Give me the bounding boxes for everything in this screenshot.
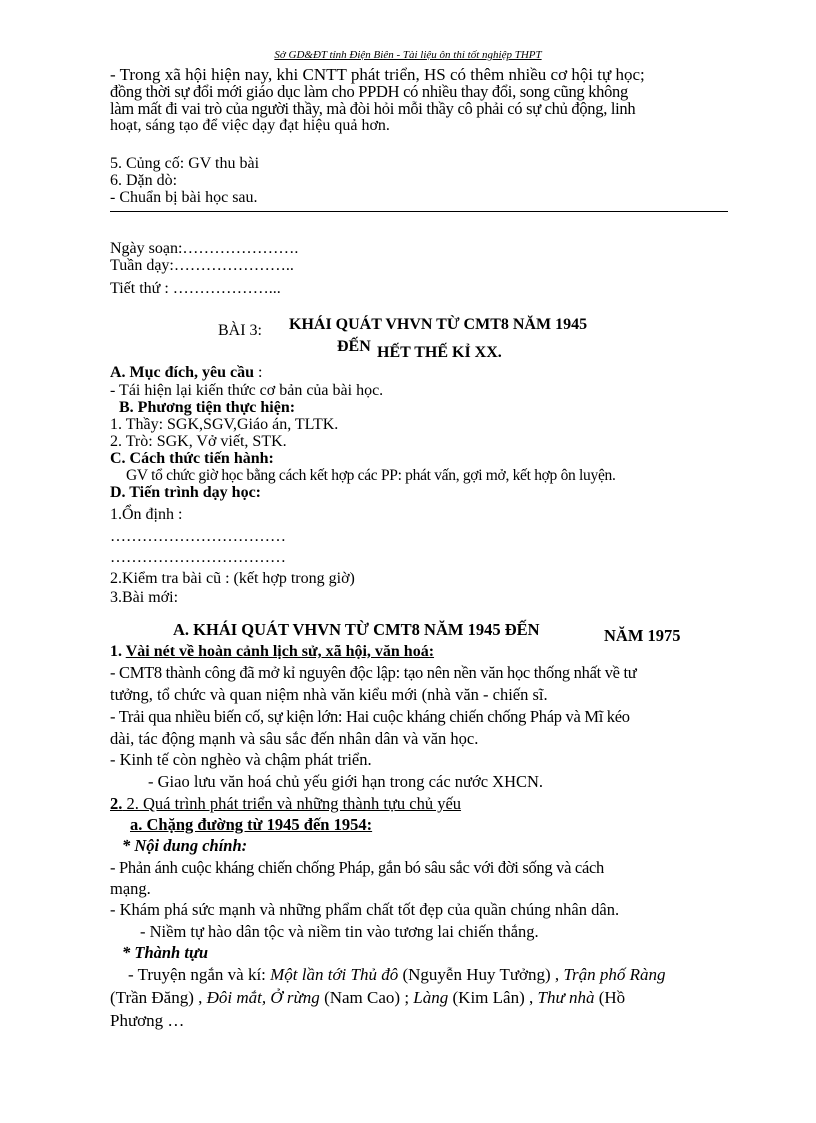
wrapup-consolidate: 5. Củng cố: GV thu bài bbox=[110, 155, 260, 172]
step-dots-2: …………………………… bbox=[110, 549, 286, 566]
work-author-4: (Kim Lân) , bbox=[448, 988, 538, 1007]
p1-line-3: - Trải qua nhiều biến cố, sự kiện lớn: Hai cuộc kháng chiến chống Pháp và Mĩ kéo bbox=[110, 707, 630, 726]
step-new-lesson: 3.Bài mới: bbox=[110, 589, 179, 606]
p2-achieve-line-3: Phương … bbox=[110, 1011, 185, 1030]
period-number: Tiết thứ : ………………... bbox=[110, 280, 281, 297]
p2-content-3: - Khám phá sức mạnh và những phẩm chất tốt đẹp của quần chúng nhân dân. bbox=[110, 900, 620, 919]
intro-line-4: hoạt, sáng tạo để việc dạy đạt hiệu quả hơn. bbox=[110, 117, 390, 134]
work-author-2: (Trần Đăng) , bbox=[110, 988, 207, 1007]
p1-line-6: - Giao lưu văn hoá chủ yếu giới hạn trong các nước XHCN. bbox=[148, 772, 544, 791]
part-a-title-end: NĂM 1975 bbox=[604, 626, 681, 645]
work-title-2: Trận phố Ràng bbox=[563, 965, 666, 984]
intro-line-2: đồng thời sự đổi mới giáo dục làm cho PPDH có nhiều thay đổi, song cũng không bbox=[110, 82, 628, 101]
achieve-genre: - Truyện ngắn và kí: bbox=[128, 965, 271, 984]
section-d-heading: D. Tiến trình dạy học: bbox=[110, 484, 261, 501]
work-author-5: (Hồ bbox=[594, 988, 626, 1007]
section-b-student: 2. Trò: SGK, Vở viết, STK. bbox=[110, 433, 287, 450]
work-title-5: Thư nhà bbox=[537, 988, 595, 1007]
step-dots-1: …………………………… bbox=[110, 528, 286, 545]
wrapup-prepare: - Chuẩn bị bài học sau. bbox=[110, 189, 258, 206]
p2-achieve-line-1 bbox=[128, 966, 665, 984]
intro-line-1: - Trong xã hội hiện nay, khi CNTT phát triển, HS có thêm nhiều cơ hội tự học; bbox=[110, 65, 645, 84]
p1-line-1: - CMT8 thành công đã mở kỉ nguyên độc lập: tạo nên nền văn học thống nhất về tư bbox=[110, 663, 637, 682]
p2-content-2: mạng. bbox=[110, 879, 151, 898]
p2-achieve-label: * Thành tựu bbox=[122, 943, 209, 962]
p1-number: 1. bbox=[110, 643, 122, 660]
page-header: Sở GD&ĐT tỉnh Điện Biên - Tài liệu ôn thi tốt nghiệp THPT bbox=[274, 49, 542, 61]
section-b-heading: B. Phương tiện thực hiện: bbox=[119, 399, 296, 416]
p1-line-5: - Kinh tế còn nghèo và chậm phát triển. bbox=[110, 750, 372, 769]
wrapup-homework: 6. Dặn dò: bbox=[110, 172, 178, 189]
p2-content-4: - Niềm tự hào dân tộc và niềm tin vào tương lai chiến thắng. bbox=[140, 922, 539, 941]
teaching-week: Tuần dạy:………………….. bbox=[110, 257, 294, 274]
section-a-colon: : bbox=[254, 364, 263, 381]
work-author-1: (Nguyễn Huy Tưởng) , bbox=[398, 965, 564, 984]
p2-content-1: - Phản ánh cuộc kháng chiến chống Pháp, gắn bó sâu sắc với đời sống và cách bbox=[110, 858, 604, 877]
p1-heading bbox=[110, 643, 434, 661]
lesson-title-line-2: HẾT THẾ KỈ XX. bbox=[377, 344, 502, 361]
p1-heading-text: Vài nét về hoàn cảnh lịch sử, xã hội, văn hoá: bbox=[125, 643, 435, 660]
section-a-heading bbox=[110, 364, 262, 382]
p1-line-2: tưởng, tổ chức và quan niệm nhà văn kiểu mới (nhà văn - chiến sĩ. bbox=[110, 685, 548, 704]
part-a-title: A. KHÁI QUÁT VHVN TỪ CMT8 NĂM 1945 ĐẾN bbox=[173, 620, 540, 639]
lesson-title-connector: ĐẾN bbox=[337, 338, 371, 355]
p2-achieve-line-2 bbox=[110, 989, 625, 1007]
work-author-3: (Nam Cao) ; bbox=[319, 988, 414, 1007]
section-c-heading: C. Cách thức tiến hành: bbox=[110, 450, 274, 467]
intro-line-3: làm mất đi vai trò của người thầy, mà đòi hỏi mỗi thầy cô phải có sự chủ động, linh bbox=[110, 99, 636, 118]
work-title-4: Làng bbox=[413, 988, 449, 1007]
section-a-text: - Tái hiện lại kiến thức cơ bản của bài học. bbox=[110, 382, 384, 399]
lesson-title-line-1: KHÁI QUÁT VHVN TỪ CMT8 NĂM 1945 bbox=[289, 316, 588, 333]
lesson-number: BÀI 3: bbox=[218, 322, 262, 339]
p2-heading: 2. 2. Quá trình phát triển và những thành tựu chủ yếu bbox=[110, 794, 462, 813]
p2-sub-heading: a. Chặng đường từ 1945 đến 1954: bbox=[130, 815, 373, 834]
section-divider bbox=[110, 211, 728, 212]
p2-heading-text: 2. Quá trình phát triển và những thành tựu chủ yếu bbox=[126, 794, 462, 813]
work-title-3: Đôi mắt, Ở rừng bbox=[206, 988, 320, 1007]
section-a-title: A. Mục đích, yêu cầu bbox=[110, 364, 254, 381]
step-review: 2.Kiểm tra bài cũ : (kết hợp trong giờ) bbox=[110, 570, 355, 587]
p1-line-4: dài, tác động mạnh và sâu sắc đến nhân dân và văn học. bbox=[110, 729, 479, 748]
step-stabilize: 1.Ổn định : bbox=[110, 506, 183, 523]
section-c-text: GV tổ chức giờ học bằng cách kết hợp các PP: phát vấn, gợi mở, kết hợp ôn luyện. bbox=[126, 467, 616, 484]
section-b-teacher: 1. Thầy: SGK,SGV,Giáo án, TLTK. bbox=[110, 416, 339, 433]
work-title-1: Một lần tới Thủ đô bbox=[270, 965, 399, 984]
prep-date: Ngày soạn:…………………. bbox=[110, 240, 299, 257]
p2-content-label: * Nội dung chính: bbox=[122, 836, 248, 855]
